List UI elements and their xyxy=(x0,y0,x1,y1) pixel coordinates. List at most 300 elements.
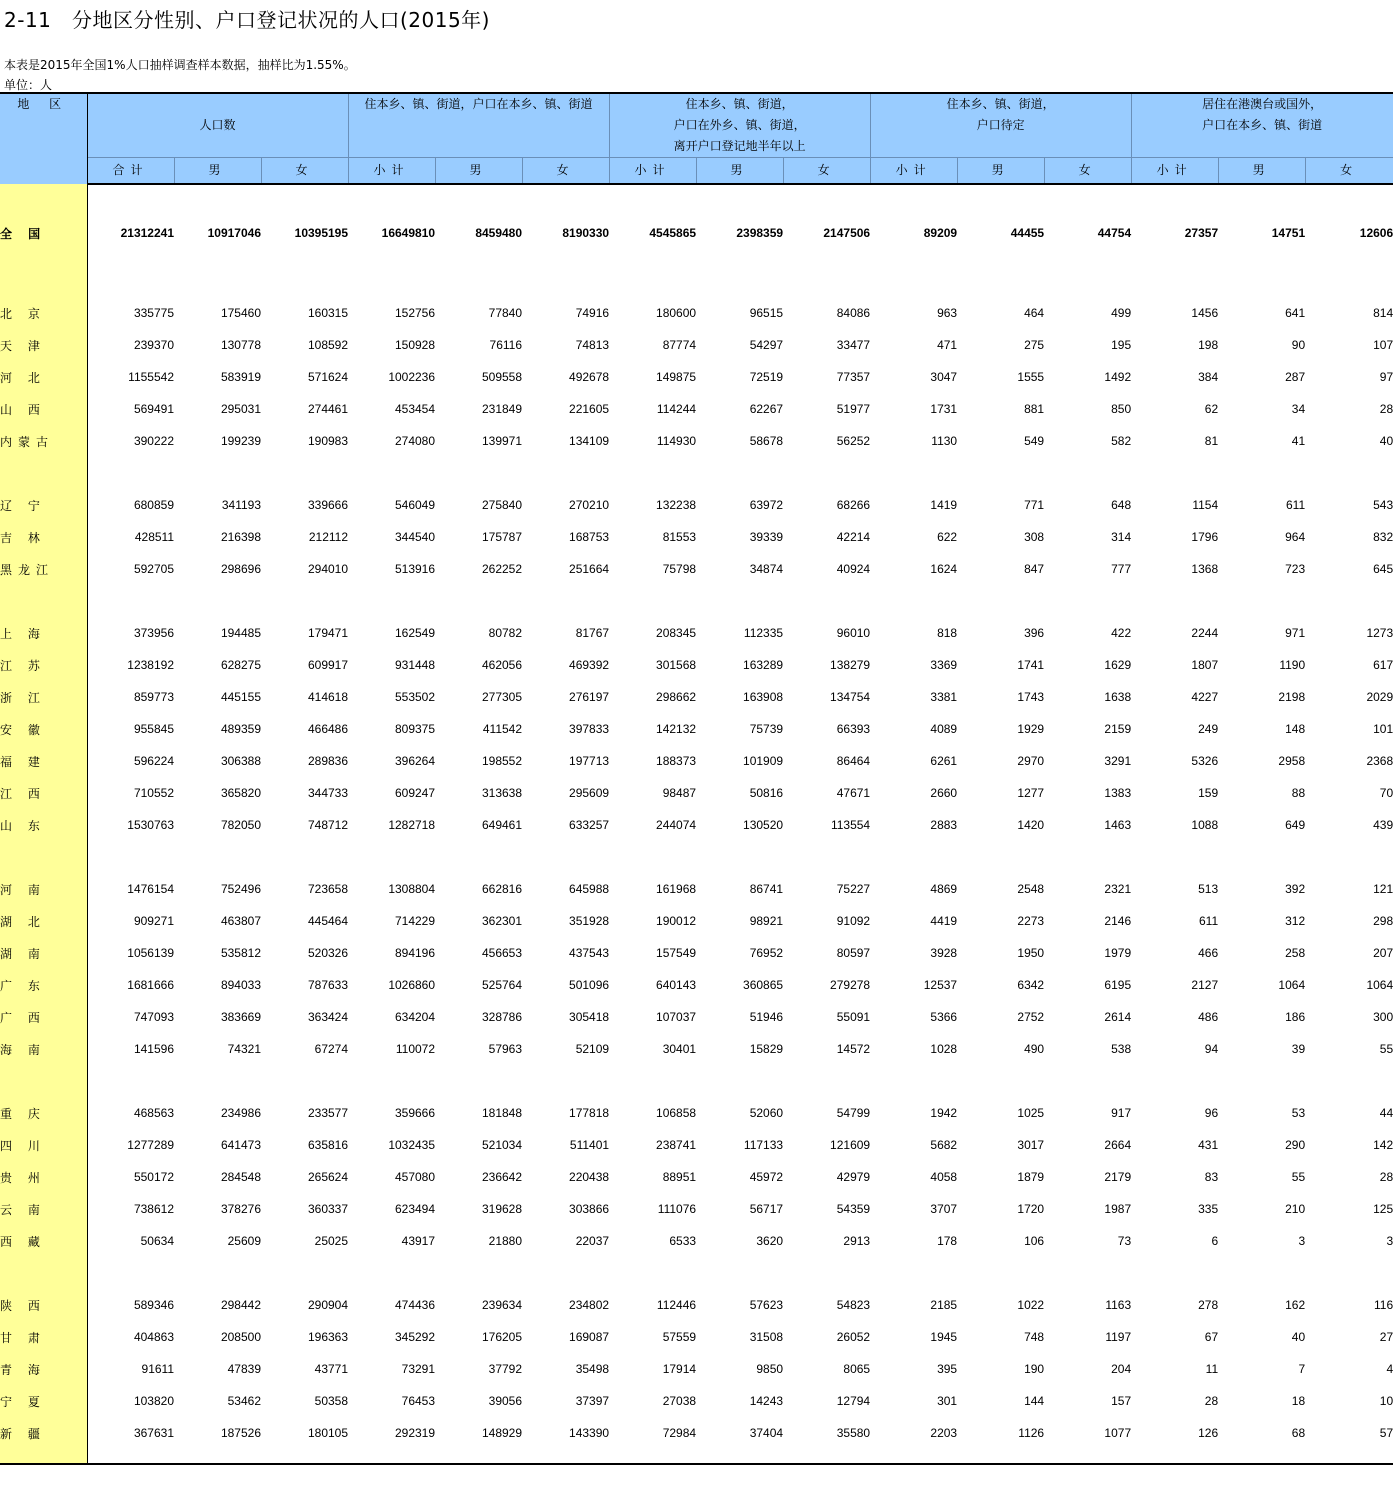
table-cell: 57 xyxy=(1379,1426,1393,1440)
table-cell: 91611 xyxy=(141,1362,174,1376)
table-row xyxy=(0,1385,1393,1417)
table-cell: 611 xyxy=(1285,498,1306,512)
table-cell: 782050 xyxy=(220,818,261,832)
table-cell: 4869 xyxy=(930,882,958,896)
table-cell: 88 xyxy=(1291,786,1306,800)
region-name: 山 西 xyxy=(0,393,87,425)
table-cell: 37792 xyxy=(488,1362,523,1376)
table-cell: 378276 xyxy=(220,1202,261,1216)
table-cell: 101909 xyxy=(743,754,784,768)
table-row xyxy=(0,745,1393,777)
table-cell: 236642 xyxy=(481,1170,523,1184)
table-row xyxy=(0,1129,1393,1161)
table-cell: 44455 xyxy=(1010,226,1045,240)
table-cell: 58678 xyxy=(749,434,784,448)
table-cell: 511401 xyxy=(569,1138,610,1152)
table-cell: 17914 xyxy=(662,1362,697,1376)
table-cell: 161968 xyxy=(656,882,697,896)
table-cell: 662816 xyxy=(481,882,523,896)
table-row xyxy=(0,1097,1393,1129)
table-cell: 3017 xyxy=(1017,1138,1045,1152)
table-cell: 723658 xyxy=(307,882,349,896)
table-cell: 365820 xyxy=(220,786,261,800)
table-cell: 622 xyxy=(937,530,958,544)
table-cell: 909271 xyxy=(133,914,174,928)
spacer-row xyxy=(0,1257,1393,1289)
table-cell: 91092 xyxy=(836,914,871,928)
table-cell: 234986 xyxy=(220,1106,261,1120)
table-cell: 53462 xyxy=(227,1394,261,1408)
table-cell: 152756 xyxy=(394,306,436,320)
region-name: 新 疆 xyxy=(0,1417,87,1449)
spacer-row xyxy=(0,457,1393,489)
table-cell: 955845 xyxy=(133,722,174,736)
region-name: 河 南 xyxy=(0,873,87,905)
table-cell: 787633 xyxy=(307,978,349,992)
table-cell: 130778 xyxy=(220,338,261,352)
table-cell: 190012 xyxy=(656,914,697,928)
table-cell: 62 xyxy=(1204,402,1219,416)
table-cell: 40 xyxy=(1379,434,1393,448)
table-cell: 195 xyxy=(1111,338,1132,352)
table-cell: 8190330 xyxy=(562,226,610,240)
table-cell: 284548 xyxy=(220,1170,261,1184)
table-row xyxy=(0,1193,1393,1225)
table-cell: 234802 xyxy=(569,1298,610,1312)
table-cell: 47839 xyxy=(227,1362,261,1376)
table-cell: 392 xyxy=(1285,882,1306,896)
table-cell: 641473 xyxy=(220,1138,261,1152)
table-cell: 396 xyxy=(1024,626,1045,640)
table-row xyxy=(0,713,1393,745)
table-cell: 62267 xyxy=(749,402,784,416)
table-cell: 1022 xyxy=(1017,1298,1045,1312)
table-cell: 335 xyxy=(1198,1202,1219,1216)
table-cell: 66393 xyxy=(836,722,871,736)
table-cell: 188373 xyxy=(656,754,697,768)
region-name: 吉 林 xyxy=(0,521,87,553)
table-cell: 2548 xyxy=(1017,882,1045,896)
table-cell: 1163 xyxy=(1105,1298,1132,1312)
table-cell: 57963 xyxy=(488,1042,523,1056)
table-cell: 747093 xyxy=(133,1010,174,1024)
table-cell: 1463 xyxy=(1104,818,1132,832)
table-cell: 466 xyxy=(1198,946,1219,960)
table-cell: 25609 xyxy=(227,1234,261,1248)
table-cell: 57559 xyxy=(662,1330,697,1344)
table-row xyxy=(0,1321,1393,1353)
table-cell: 462056 xyxy=(481,658,523,672)
table-cell: 2127 xyxy=(1191,978,1219,992)
region-name: 青 海 xyxy=(0,1353,87,1385)
table-cell: 1088 xyxy=(1191,818,1219,832)
table-cell: 492678 xyxy=(569,370,610,384)
table-cell: 538 xyxy=(1111,1042,1132,1056)
table-cell: 112335 xyxy=(743,626,784,640)
table-cell: 414618 xyxy=(307,690,349,704)
table-cell: 81553 xyxy=(662,530,697,544)
table-cell: 1155542 xyxy=(128,370,174,384)
table-cell: 525764 xyxy=(481,978,523,992)
table-cell: 125 xyxy=(1373,1202,1393,1216)
table-cell: 98487 xyxy=(662,786,697,800)
table-cell: 289836 xyxy=(307,754,349,768)
sub-header: 小计 xyxy=(1131,158,1218,185)
sub-header: 男 xyxy=(696,158,783,185)
table-cell: 53 xyxy=(1291,1106,1306,1120)
sub-header: 男 xyxy=(1218,158,1305,185)
table-cell: 194485 xyxy=(220,626,261,640)
table-cell: 292319 xyxy=(394,1426,436,1440)
table-cell: 456653 xyxy=(481,946,523,960)
table-cell: 2660 xyxy=(930,786,958,800)
table-cell: 16649810 xyxy=(381,226,436,240)
table-cell: 738612 xyxy=(133,1202,174,1216)
table-cell: 14572 xyxy=(836,1042,871,1056)
table-row xyxy=(0,777,1393,809)
table-cell: 2913 xyxy=(843,1234,871,1248)
table-cell: 10 xyxy=(1379,1394,1393,1408)
table-cell: 1979 xyxy=(1104,946,1132,960)
table-cell: 710552 xyxy=(133,786,174,800)
table-cell: 680859 xyxy=(133,498,174,512)
table-cell: 1238192 xyxy=(127,658,174,672)
table-cell: 27 xyxy=(1379,1330,1393,1344)
table-cell: 814 xyxy=(1373,306,1393,320)
table-cell: 275840 xyxy=(481,498,523,512)
table-cell: 2147506 xyxy=(823,226,871,240)
table-row xyxy=(0,1353,1393,1385)
table-cell: 344540 xyxy=(394,530,436,544)
table-cell: 367631 xyxy=(133,1426,174,1440)
table-cell: 28 xyxy=(1379,402,1393,416)
table-cell: 1945 xyxy=(930,1330,958,1344)
table-cell: 583919 xyxy=(220,370,261,384)
table-cell: 47671 xyxy=(836,786,871,800)
table-cell: 1056139 xyxy=(127,946,174,960)
table-row xyxy=(0,681,1393,713)
region-name: 安 徽 xyxy=(0,713,87,745)
table-cell: 12794 xyxy=(836,1394,871,1408)
table-cell: 569491 xyxy=(133,402,174,416)
table-cell: 1741 xyxy=(1017,658,1045,672)
table-row xyxy=(0,1225,1393,1257)
spacer-row xyxy=(0,265,1393,297)
table-cell: 335775 xyxy=(133,306,174,320)
table-cell: 44 xyxy=(1379,1106,1393,1120)
table-cell: 108592 xyxy=(307,338,349,352)
table-cell: 88951 xyxy=(662,1170,697,1184)
table-cell: 319628 xyxy=(481,1202,523,1216)
table-cell: 1026860 xyxy=(388,978,436,992)
table-cell: 411542 xyxy=(482,722,523,736)
table-cell: 54799 xyxy=(836,1106,871,1120)
table-cell: 341193 xyxy=(221,498,261,512)
table-cell: 1002236 xyxy=(388,370,436,384)
table-cell: 39 xyxy=(1291,1042,1306,1056)
table-cell: 640143 xyxy=(656,978,697,992)
table-cell: 397833 xyxy=(569,722,610,736)
table-cell: 628275 xyxy=(220,658,261,672)
table-row xyxy=(0,1001,1393,1033)
table-cell: 63972 xyxy=(749,498,784,512)
region-cell-blank xyxy=(0,841,87,873)
table-cell: 35580 xyxy=(836,1426,871,1440)
table-cell: 134109 xyxy=(569,434,610,448)
table-cell: 177818 xyxy=(569,1106,610,1120)
table-row xyxy=(0,809,1393,841)
table-cell: 112446 xyxy=(656,1298,697,1312)
table-cell: 589346 xyxy=(133,1298,174,1312)
table-cell: 771 xyxy=(1024,498,1045,512)
region-name: 四 川 xyxy=(0,1129,87,1161)
table-cell: 298696 xyxy=(220,562,261,576)
region-name: 湖 北 xyxy=(0,905,87,937)
region-name: 浙 江 xyxy=(0,681,87,713)
table-cell: 3047 xyxy=(930,370,958,384)
table-cell: 850 xyxy=(1111,402,1132,416)
table-cell: 513 xyxy=(1198,882,1219,896)
table-row xyxy=(0,1289,1393,1321)
table-cell: 1987 xyxy=(1104,1202,1132,1216)
table-cell: 649 xyxy=(1285,818,1306,832)
table-cell: 596224 xyxy=(133,754,174,768)
region-name: 湖 南 xyxy=(0,937,87,969)
table-cell: 6533 xyxy=(669,1234,697,1248)
table-cell: 1950 xyxy=(1017,946,1045,960)
table-cell: 1456 xyxy=(1191,306,1219,320)
table-cell: 278 xyxy=(1198,1298,1219,1312)
table-cell: 197713 xyxy=(569,754,610,768)
table-cell: 33477 xyxy=(836,338,871,352)
table-cell: 231849 xyxy=(481,402,523,416)
table-cell: 238741 xyxy=(656,1138,697,1152)
sub-header: 女 xyxy=(522,158,609,185)
sub-header: 男 xyxy=(174,158,261,185)
table-cell: 1032435 xyxy=(388,1138,436,1152)
region-name: 甘 肃 xyxy=(0,1321,87,1353)
table-cell: 132238 xyxy=(656,498,697,512)
table-cell: 1028 xyxy=(930,1042,958,1056)
table-cell: 4 xyxy=(1386,1362,1393,1376)
table-cell: 149875 xyxy=(656,370,697,384)
table-cell: 609917 xyxy=(307,658,349,672)
table-cell: 894196 xyxy=(394,946,436,960)
table-cell: 8065 xyxy=(843,1362,871,1376)
table-cell: 592705 xyxy=(133,562,174,576)
table-cell: 52109 xyxy=(575,1042,610,1056)
table-cell: 383669 xyxy=(220,1010,261,1024)
table-cell: 101 xyxy=(1373,722,1393,736)
table-cell: 76952 xyxy=(749,946,784,960)
table-cell: 168753 xyxy=(569,530,610,544)
table-cell: 97 xyxy=(1379,370,1393,384)
table-cell: 157 xyxy=(1111,1394,1132,1408)
table-cell: 623494 xyxy=(394,1202,436,1216)
table-cell: 34874 xyxy=(749,562,784,576)
table-cell: 159 xyxy=(1198,786,1219,800)
table-cell: 1807 xyxy=(1191,658,1219,672)
table-cell: 37404 xyxy=(749,1426,784,1440)
table-cell: 9850 xyxy=(756,1362,784,1376)
table-cell: 714229 xyxy=(394,914,436,928)
table-cell: 2029 xyxy=(1366,690,1393,704)
table-cell: 328786 xyxy=(481,1010,523,1024)
region-cell-blank xyxy=(0,1065,87,1097)
table-cell: 142 xyxy=(1373,1138,1393,1152)
spacer-row xyxy=(0,184,1393,201)
table-cell: 39339 xyxy=(749,530,784,544)
table-cell: 96010 xyxy=(836,626,871,640)
table-cell: 290 xyxy=(1285,1138,1306,1152)
table-cell: 274461 xyxy=(307,402,349,416)
table-cell: 56717 xyxy=(749,1202,784,1216)
table-cell: 881 xyxy=(1024,402,1045,416)
region-name: 宁 夏 xyxy=(0,1385,87,1417)
table-cell: 28 xyxy=(1379,1170,1393,1184)
spacer-row xyxy=(0,585,1393,617)
table-cell: 169087 xyxy=(569,1330,610,1344)
table-cell: 54297 xyxy=(749,338,784,352)
table-cell: 55091 xyxy=(836,1010,871,1024)
table-cell: 520326 xyxy=(307,946,349,960)
table-cell: 847 xyxy=(1024,562,1045,576)
region-name: 重 庆 xyxy=(0,1097,87,1129)
table-cell: 345292 xyxy=(394,1330,436,1344)
group-header-outside: 住本乡、镇、街道， 户口在外乡、镇、街道， 离开户口登记地半年以上 xyxy=(609,93,870,158)
table-cell: 190 xyxy=(1024,1362,1045,1376)
table-cell: 157549 xyxy=(656,946,697,960)
table-cell: 196363 xyxy=(307,1330,349,1344)
table-cell: 80782 xyxy=(488,626,523,640)
table-cell: 55 xyxy=(1379,1042,1393,1056)
table-cell: 3707 xyxy=(930,1202,958,1216)
table-cell: 428511 xyxy=(134,530,174,544)
table-cell: 117133 xyxy=(743,1138,784,1152)
table-cell: 216398 xyxy=(220,530,261,544)
table-cell: 6 xyxy=(1211,1234,1219,1248)
blank-cell xyxy=(87,1065,1393,1097)
table-cell: 57623 xyxy=(749,1298,784,1312)
table-cell: 10395195 xyxy=(294,226,349,240)
table-cell: 1420 xyxy=(1017,818,1045,832)
table-cell: 10917046 xyxy=(207,226,261,240)
table-cell: 208345 xyxy=(656,626,697,640)
region-name: 福 建 xyxy=(0,745,87,777)
sub-header: 小计 xyxy=(348,158,435,185)
table-cell: 6342 xyxy=(1017,978,1045,992)
table-cell: 395 xyxy=(937,1362,958,1376)
table-cell: 931448 xyxy=(394,658,436,672)
table-cell: 26052 xyxy=(836,1330,871,1344)
table-cell: 3928 xyxy=(930,946,958,960)
table-cell: 86464 xyxy=(836,754,871,768)
table-cell: 83 xyxy=(1204,1170,1219,1184)
blank-cell xyxy=(87,265,1393,297)
table-cell: 148929 xyxy=(481,1426,523,1440)
table-cell: 50358 xyxy=(314,1394,349,1408)
sub-header: 小计 xyxy=(609,158,696,185)
table-cell: 439 xyxy=(1373,818,1393,832)
table-cell: 67274 xyxy=(314,1042,349,1056)
sub-header: 女 xyxy=(1044,158,1131,185)
table-cell: 270210 xyxy=(569,498,610,512)
table-cell: 1197 xyxy=(1105,1330,1132,1344)
header-row-sub xyxy=(0,158,1393,185)
table-cell: 138279 xyxy=(830,658,871,672)
table-cell: 113554 xyxy=(830,818,871,832)
population-table xyxy=(0,92,1393,1465)
table-cell: 40 xyxy=(1291,1330,1306,1344)
table-cell: 265624 xyxy=(307,1170,349,1184)
table-cell: 1282718 xyxy=(388,818,436,832)
table-cell: 75227 xyxy=(836,882,871,896)
table-cell: 499 xyxy=(1111,306,1132,320)
group-header-local: 住本乡、镇、街道，户口在本乡、镇、街道 xyxy=(348,93,609,158)
table-cell: 74916 xyxy=(575,306,610,320)
table-cell: 162549 xyxy=(394,626,436,640)
table-cell: 81 xyxy=(1204,434,1219,448)
table-row xyxy=(0,489,1393,521)
table-cell: 6195 xyxy=(1104,978,1132,992)
table-cell: 818 xyxy=(937,626,958,640)
table-cell: 390222 xyxy=(133,434,174,448)
table-cell: 1273 xyxy=(1366,626,1393,640)
table-cell: 1383 xyxy=(1104,786,1132,800)
table-cell: 4058 xyxy=(930,1170,958,1184)
spacer-row xyxy=(0,1065,1393,1097)
table-cell: 262252 xyxy=(481,562,523,576)
table-cell: 290904 xyxy=(307,1298,349,1312)
table-cell: 4227 xyxy=(1191,690,1219,704)
table-cell: 77840 xyxy=(488,306,523,320)
table-cell: 4545865 xyxy=(649,226,697,240)
region-name: 黑龙江 xyxy=(0,553,87,585)
table-cell: 25025 xyxy=(314,1234,349,1248)
table-cell: 175787 xyxy=(481,530,523,544)
table-cell: 2883 xyxy=(930,818,958,832)
table-cell: 6261 xyxy=(930,754,958,768)
table-cell: 1879 xyxy=(1017,1170,1045,1184)
table-cell: 106858 xyxy=(656,1106,697,1120)
table-cell: 139971 xyxy=(481,434,523,448)
table-cell: 274080 xyxy=(394,434,436,448)
spacer-row xyxy=(0,841,1393,873)
table-row xyxy=(0,649,1393,681)
table-cell: 306388 xyxy=(220,754,261,768)
table-cell: 143390 xyxy=(569,1426,610,1440)
table-row xyxy=(0,361,1393,393)
table-cell: 81767 xyxy=(575,626,610,640)
table-cell: 76116 xyxy=(489,338,523,352)
table-cell: 204 xyxy=(1111,1362,1132,1376)
table-cell: 207 xyxy=(1373,946,1393,960)
table-cell: 723 xyxy=(1285,562,1306,576)
table-cell: 121609 xyxy=(830,1138,871,1152)
table-cell: 298442 xyxy=(220,1298,261,1312)
table-cell: 178 xyxy=(937,1234,958,1248)
table-cell: 543 xyxy=(1373,498,1393,512)
table-cell: 110072 xyxy=(395,1042,436,1056)
region-name: 广 东 xyxy=(0,969,87,1001)
table-note: 本表是2015年全国1%人口抽样调查样本数据，抽样比为1.55%。 xyxy=(4,58,356,72)
table-cell: 305418 xyxy=(569,1010,610,1024)
table-cell: 28 xyxy=(1204,1394,1219,1408)
table-cell: 298 xyxy=(1373,914,1393,928)
table-cell: 294010 xyxy=(307,562,349,576)
spacer-row xyxy=(0,1449,1393,1464)
table-cell: 648 xyxy=(1111,498,1132,512)
